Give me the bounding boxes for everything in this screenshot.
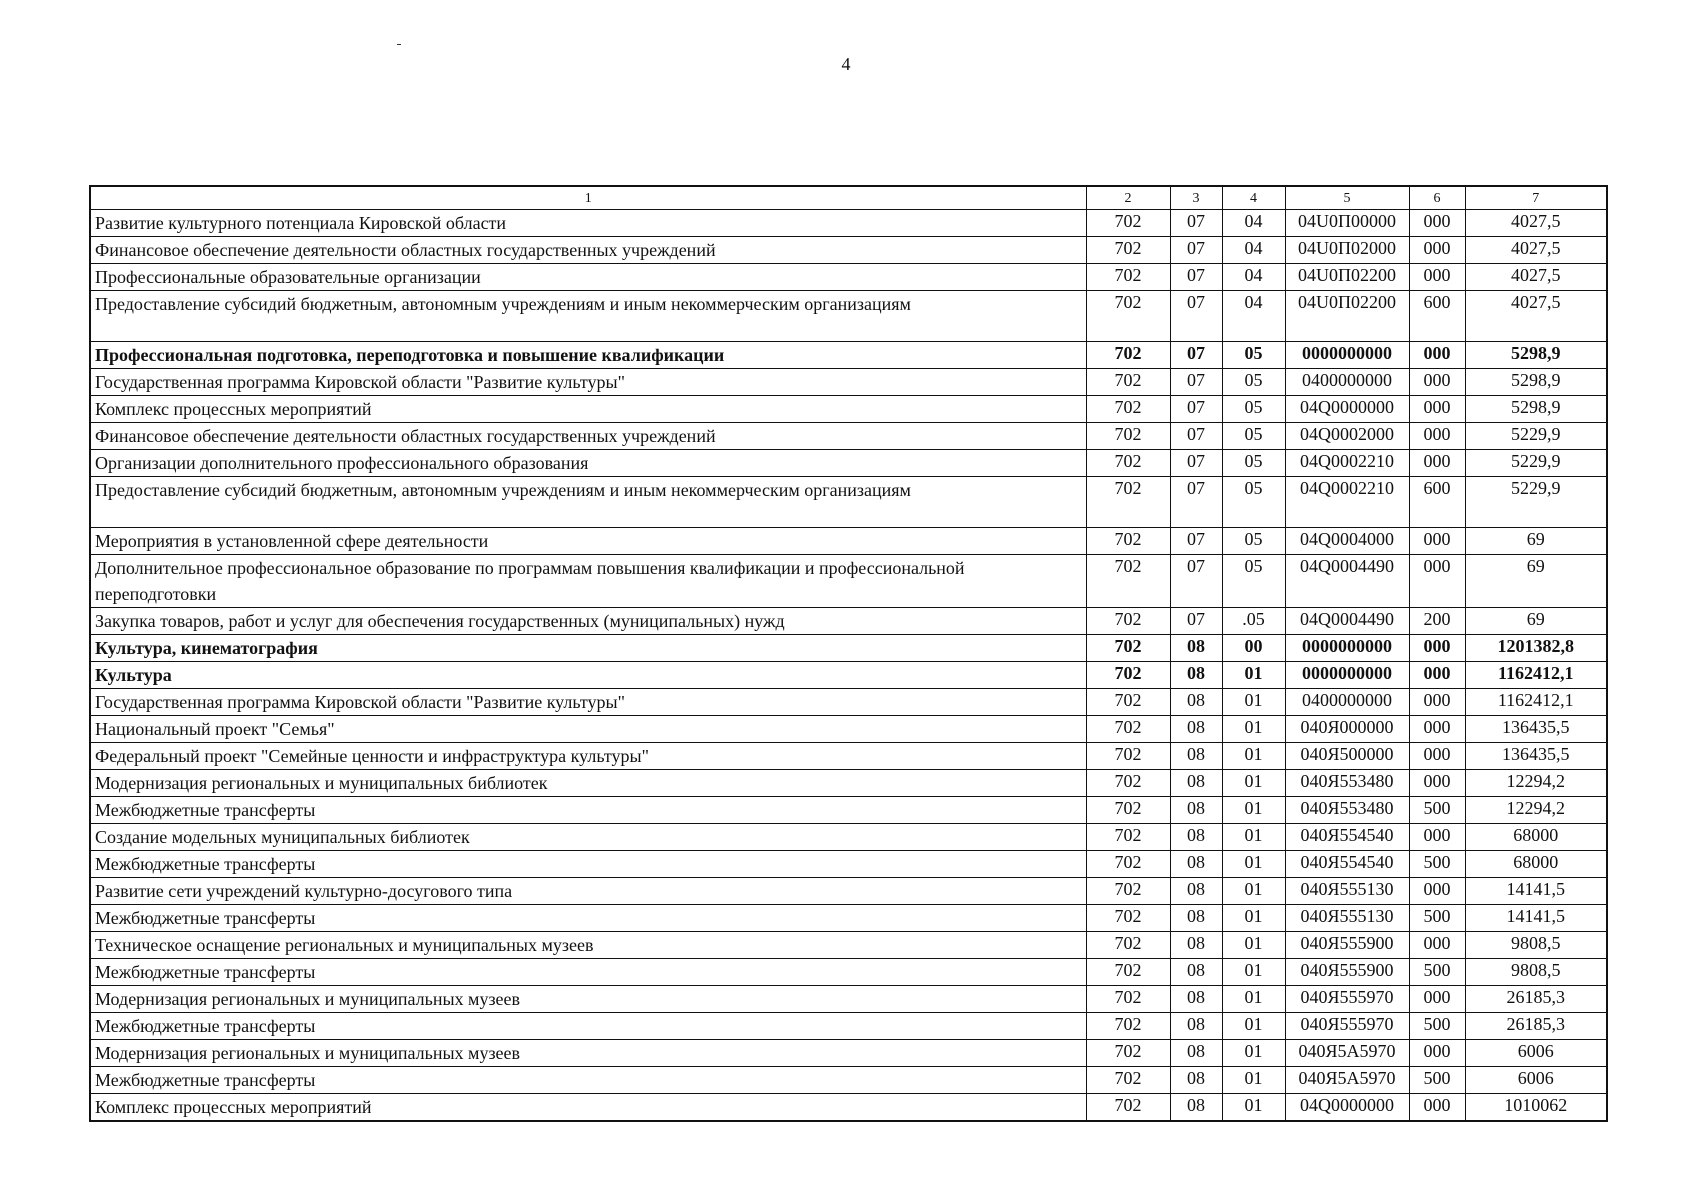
row-col3-cell: 08 [1170, 689, 1222, 716]
row-code-cell: 040Я555970 [1285, 1013, 1409, 1040]
row-col3-cell: 07 [1170, 477, 1222, 528]
row-col4-cell: 01 [1222, 824, 1285, 851]
row-col6-cell: 000 [1409, 342, 1465, 369]
table-row [90, 369, 1607, 396]
row-col3-cell: 08 [1170, 743, 1222, 770]
row-name-cell: Межбюджетные трансферты [90, 797, 1086, 824]
row-name-cell: Организации дополнительного профессионального образования [90, 450, 1086, 477]
row-code-cell: 040Я555130 [1285, 878, 1409, 905]
row-name-cell: Модернизация региональных и муниципальных библиотек [90, 770, 1086, 797]
row-col2-cell: 702 [1086, 477, 1170, 528]
column-header: 1 [90, 186, 1086, 210]
row-col3-cell: 08 [1170, 932, 1222, 959]
table-row [90, 689, 1607, 716]
row-amount-cell: 4027,5 [1465, 237, 1607, 264]
row-code-cell: 040Я553480 [1285, 770, 1409, 797]
table-row [90, 528, 1607, 555]
table-header-row [90, 186, 1607, 210]
row-code-cell: 040Я5А5970 [1285, 1067, 1409, 1094]
row-amount-cell: 26185,3 [1465, 1013, 1607, 1040]
row-col2-cell: 702 [1086, 396, 1170, 423]
row-amount-cell: 136435,5 [1465, 743, 1607, 770]
row-code-cell: 0000000000 [1285, 635, 1409, 662]
row-name-cell: Национальный проект "Семья" [90, 716, 1086, 743]
row-code-cell: 040Я500000 [1285, 743, 1409, 770]
row-code-cell: 0400000000 [1285, 369, 1409, 396]
row-name-cell: Мероприятия в установленной сфере деятельности [90, 528, 1086, 555]
row-code-cell: 040Я000000 [1285, 716, 1409, 743]
table-row [90, 851, 1607, 878]
row-name-cell: Межбюджетные трансферты [90, 851, 1086, 878]
row-col6-cell: 000 [1409, 716, 1465, 743]
row-col2-cell: 702 [1086, 878, 1170, 905]
table-row [90, 824, 1607, 851]
row-amount-cell: 5298,9 [1465, 396, 1607, 423]
row-col3-cell: 07 [1170, 264, 1222, 291]
row-col4-cell: .05 [1222, 608, 1285, 635]
table-row [90, 396, 1607, 423]
row-col3-cell: 08 [1170, 635, 1222, 662]
row-col2-cell: 702 [1086, 555, 1170, 608]
row-col6-cell: 200 [1409, 608, 1465, 635]
row-col2-cell: 702 [1086, 423, 1170, 450]
row-code-cell: 04Q0004490 [1285, 608, 1409, 635]
row-col4-cell: 01 [1222, 959, 1285, 986]
row-col4-cell: 05 [1222, 450, 1285, 477]
row-name-cell: Техническое оснащение региональных и муниципальных музеев [90, 932, 1086, 959]
row-col4-cell: 01 [1222, 1013, 1285, 1040]
row-col6-cell: 000 [1409, 450, 1465, 477]
table-row [90, 291, 1607, 342]
row-col4-cell: 01 [1222, 932, 1285, 959]
row-amount-cell: 14141,5 [1465, 905, 1607, 932]
row-amount-cell: 6006 [1465, 1067, 1607, 1094]
table-row [90, 264, 1607, 291]
table-row [90, 477, 1607, 528]
row-col2-cell: 702 [1086, 797, 1170, 824]
row-name-cell: Развитие культурного потенциала Кировской области [90, 210, 1086, 237]
row-col6-cell: 600 [1409, 291, 1465, 342]
row-col6-cell: 000 [1409, 743, 1465, 770]
row-amount-cell: 69 [1465, 528, 1607, 555]
table-row [90, 1040, 1607, 1067]
row-col6-cell: 500 [1409, 905, 1465, 932]
row-col6-cell: 000 [1409, 824, 1465, 851]
row-col6-cell: 500 [1409, 851, 1465, 878]
budget-table [89, 185, 1608, 1122]
row-col3-cell: 07 [1170, 237, 1222, 264]
row-col3-cell: 07 [1170, 450, 1222, 477]
row-col6-cell: 500 [1409, 959, 1465, 986]
row-col2-cell: 702 [1086, 851, 1170, 878]
row-name-cell: Комплекс процессных мероприятий [90, 1094, 1086, 1122]
page-number: 4 [841, 54, 851, 74]
row-col4-cell: 05 [1222, 396, 1285, 423]
row-amount-cell: 69 [1465, 555, 1607, 608]
row-amount-cell: 9808,5 [1465, 932, 1607, 959]
row-name-cell: Финансовое обеспечение деятельности областных государственных учреждений [90, 237, 1086, 264]
table-row [90, 237, 1607, 264]
table-row [90, 423, 1607, 450]
column-header: 2 [1086, 186, 1170, 210]
row-col6-cell: 000 [1409, 396, 1465, 423]
row-name-cell: Предоставление субсидий бюджетным, автономным учреждениям и иным некоммерческим организациям [90, 477, 1086, 528]
row-amount-cell: 1201382,8 [1465, 635, 1607, 662]
row-name-cell: Финансовое обеспечение деятельности областных государственных учреждений [90, 423, 1086, 450]
row-amount-cell: 26185,3 [1465, 986, 1607, 1013]
row-col4-cell: 05 [1222, 342, 1285, 369]
row-name-cell: Федеральный проект "Семейные ценности и инфраструктура культуры" [90, 743, 1086, 770]
row-col4-cell: 05 [1222, 423, 1285, 450]
row-col2-cell: 702 [1086, 1094, 1170, 1122]
row-col2-cell: 702 [1086, 635, 1170, 662]
row-amount-cell: 4027,5 [1465, 264, 1607, 291]
row-col3-cell: 08 [1170, 1013, 1222, 1040]
row-col4-cell: 01 [1222, 716, 1285, 743]
row-col6-cell: 500 [1409, 1067, 1465, 1094]
row-col4-cell: 05 [1222, 555, 1285, 608]
row-col6-cell: 000 [1409, 662, 1465, 689]
row-amount-cell: 14141,5 [1465, 878, 1607, 905]
row-col6-cell: 000 [1409, 986, 1465, 1013]
row-code-cell: 040Я555900 [1285, 959, 1409, 986]
row-col3-cell: 08 [1170, 797, 1222, 824]
table-row [90, 1013, 1607, 1040]
row-col6-cell: 000 [1409, 878, 1465, 905]
row-name-cell: Модернизация региональных и муниципальных музеев [90, 986, 1086, 1013]
row-name-cell: Профессиональные образовательные организации [90, 264, 1086, 291]
row-amount-cell: 69 [1465, 608, 1607, 635]
table-body [90, 186, 1607, 1121]
table-row [90, 716, 1607, 743]
row-col6-cell: 000 [1409, 237, 1465, 264]
row-amount-cell: 68000 [1465, 824, 1607, 851]
row-name-cell: Межбюджетные трансферты [90, 1013, 1086, 1040]
row-code-cell: 04Q0004000 [1285, 528, 1409, 555]
row-col2-cell: 702 [1086, 662, 1170, 689]
row-name-cell: Культура, кинематография [90, 635, 1086, 662]
table-row [90, 210, 1607, 237]
row-col2-cell: 702 [1086, 528, 1170, 555]
row-col4-cell: 01 [1222, 1094, 1285, 1122]
row-name-cell: Закупка товаров, работ и услуг для обеспечения государственных (муниципальных) нужд [90, 608, 1086, 635]
row-code-cell: 040Я554540 [1285, 851, 1409, 878]
row-col3-cell: 07 [1170, 555, 1222, 608]
table-row [90, 1067, 1607, 1094]
row-col2-cell: 702 [1086, 1040, 1170, 1067]
row-col6-cell: 000 [1409, 264, 1465, 291]
table-row [90, 555, 1607, 608]
row-col4-cell: 01 [1222, 1067, 1285, 1094]
row-col6-cell: 000 [1409, 689, 1465, 716]
row-col4-cell: 04 [1222, 291, 1285, 342]
row-amount-cell: 12294,2 [1465, 770, 1607, 797]
row-col2-cell: 702 [1086, 959, 1170, 986]
row-col3-cell: 08 [1170, 824, 1222, 851]
row-col6-cell: 000 [1409, 528, 1465, 555]
row-col3-cell: 08 [1170, 770, 1222, 797]
row-col3-cell: 08 [1170, 716, 1222, 743]
row-col2-cell: 702 [1086, 824, 1170, 851]
row-code-cell: 04U0П02200 [1285, 264, 1409, 291]
row-col6-cell: 000 [1409, 555, 1465, 608]
table-row [90, 450, 1607, 477]
row-amount-cell: 4027,5 [1465, 291, 1607, 342]
row-code-cell: 04Q0002210 [1285, 477, 1409, 528]
table-row [90, 635, 1607, 662]
row-col3-cell: 07 [1170, 369, 1222, 396]
row-amount-cell: 5229,9 [1465, 477, 1607, 528]
row-col4-cell: 01 [1222, 905, 1285, 932]
row-col4-cell: 01 [1222, 1040, 1285, 1067]
row-amount-cell: 4027,5 [1465, 210, 1607, 237]
row-code-cell: 040Я555900 [1285, 932, 1409, 959]
row-amount-cell: 6006 [1465, 1040, 1607, 1067]
row-col2-cell: 702 [1086, 369, 1170, 396]
row-col3-cell: 07 [1170, 396, 1222, 423]
column-header: 5 [1285, 186, 1409, 210]
column-header: 4 [1222, 186, 1285, 210]
table-row [90, 878, 1607, 905]
table-row [90, 959, 1607, 986]
row-col4-cell: 01 [1222, 689, 1285, 716]
row-col4-cell: 04 [1222, 210, 1285, 237]
row-code-cell: 04Q0000000 [1285, 1094, 1409, 1122]
table-row [90, 342, 1607, 369]
row-col3-cell: 07 [1170, 423, 1222, 450]
row-code-cell: 0400000000 [1285, 689, 1409, 716]
row-amount-cell: 5229,9 [1465, 423, 1607, 450]
row-col2-cell: 702 [1086, 450, 1170, 477]
row-col2-cell: 702 [1086, 237, 1170, 264]
row-name-cell: Государственная программа Кировской области "Развитие культуры" [90, 689, 1086, 716]
column-header: 7 [1465, 186, 1607, 210]
row-amount-cell: 5298,9 [1465, 369, 1607, 396]
row-name-cell: Дополнительное профессиональное образование по программам повышения квалификации и профессиональной переподготовки [90, 555, 1086, 608]
row-code-cell: 04Q0002000 [1285, 423, 1409, 450]
row-name-cell: Модернизация региональных и муниципальных музеев [90, 1040, 1086, 1067]
row-col6-cell: 000 [1409, 635, 1465, 662]
table-row [90, 662, 1607, 689]
row-col2-cell: 702 [1086, 264, 1170, 291]
row-col3-cell: 08 [1170, 1094, 1222, 1122]
row-col2-cell: 702 [1086, 291, 1170, 342]
row-col3-cell: 07 [1170, 210, 1222, 237]
row-amount-cell: 1010062 [1465, 1094, 1607, 1122]
row-col4-cell: 01 [1222, 878, 1285, 905]
row-col2-cell: 702 [1086, 986, 1170, 1013]
row-name-cell: Межбюджетные трансферты [90, 1067, 1086, 1094]
row-amount-cell: 136435,5 [1465, 716, 1607, 743]
row-col3-cell: 07 [1170, 608, 1222, 635]
row-code-cell: 04U0П02200 [1285, 291, 1409, 342]
row-code-cell: 0000000000 [1285, 342, 1409, 369]
row-col3-cell: 08 [1170, 662, 1222, 689]
row-col2-cell: 702 [1086, 1067, 1170, 1094]
row-col3-cell: 08 [1170, 959, 1222, 986]
row-col6-cell: 500 [1409, 1013, 1465, 1040]
row-col4-cell: 00 [1222, 635, 1285, 662]
row-col3-cell: 08 [1170, 1067, 1222, 1094]
row-code-cell: 04U0П00000 [1285, 210, 1409, 237]
row-amount-cell: 12294,2 [1465, 797, 1607, 824]
row-name-cell: Культура [90, 662, 1086, 689]
row-amount-cell: 5229,9 [1465, 450, 1607, 477]
table-row [90, 905, 1607, 932]
row-col2-cell: 702 [1086, 932, 1170, 959]
row-col6-cell: 600 [1409, 477, 1465, 528]
row-code-cell: 04Q0000000 [1285, 396, 1409, 423]
row-col4-cell: 01 [1222, 851, 1285, 878]
row-code-cell: 040Я555130 [1285, 905, 1409, 932]
row-amount-cell: 1162412,1 [1465, 689, 1607, 716]
row-name-cell: Межбюджетные трансферты [90, 905, 1086, 932]
row-col4-cell: 04 [1222, 237, 1285, 264]
row-col2-cell: 702 [1086, 743, 1170, 770]
row-col4-cell: 01 [1222, 770, 1285, 797]
row-col2-cell: 702 [1086, 770, 1170, 797]
row-col2-cell: 702 [1086, 689, 1170, 716]
table-row [90, 797, 1607, 824]
row-col3-cell: 08 [1170, 1040, 1222, 1067]
row-col3-cell: 08 [1170, 905, 1222, 932]
row-amount-cell: 5298,9 [1465, 342, 1607, 369]
row-col6-cell: 000 [1409, 369, 1465, 396]
table-row [90, 932, 1607, 959]
row-name-cell: Создание модельных муниципальных библиотек [90, 824, 1086, 851]
table-row [90, 770, 1607, 797]
row-col4-cell: 05 [1222, 477, 1285, 528]
row-col2-cell: 702 [1086, 342, 1170, 369]
table-row [90, 743, 1607, 770]
row-col2-cell: 702 [1086, 608, 1170, 635]
row-col4-cell: 01 [1222, 986, 1285, 1013]
column-header: 3 [1170, 186, 1222, 210]
scan-mark [397, 44, 401, 45]
row-col6-cell: 500 [1409, 797, 1465, 824]
row-col3-cell: 07 [1170, 291, 1222, 342]
row-code-cell: 04Q0004490 [1285, 555, 1409, 608]
row-name-cell: Профессиональная подготовка, переподготовка и повышение квалификации [90, 342, 1086, 369]
row-col6-cell: 000 [1409, 1040, 1465, 1067]
row-name-cell: Предоставление субсидий бюджетным, автономным учреждениям и иным некоммерческим организациям [90, 291, 1086, 342]
row-col6-cell: 000 [1409, 423, 1465, 450]
row-amount-cell: 9808,5 [1465, 959, 1607, 986]
row-col6-cell: 000 [1409, 1094, 1465, 1122]
table-row [90, 986, 1607, 1013]
row-amount-cell: 1162412,1 [1465, 662, 1607, 689]
column-header: 6 [1409, 186, 1465, 210]
row-code-cell: 040Я554540 [1285, 824, 1409, 851]
table-row [90, 608, 1607, 635]
row-col4-cell: 04 [1222, 264, 1285, 291]
row-col6-cell: 000 [1409, 770, 1465, 797]
table-row [90, 1094, 1607, 1122]
row-col2-cell: 702 [1086, 905, 1170, 932]
row-code-cell: 040Я553480 [1285, 797, 1409, 824]
row-col3-cell: 08 [1170, 878, 1222, 905]
row-col4-cell: 01 [1222, 662, 1285, 689]
row-col3-cell: 07 [1170, 528, 1222, 555]
row-col4-cell: 05 [1222, 528, 1285, 555]
row-col2-cell: 702 [1086, 210, 1170, 237]
row-col2-cell: 702 [1086, 1013, 1170, 1040]
row-col3-cell: 07 [1170, 342, 1222, 369]
row-col3-cell: 08 [1170, 851, 1222, 878]
row-code-cell: 04U0П02000 [1285, 237, 1409, 264]
row-code-cell: 040Я555970 [1285, 986, 1409, 1013]
row-col2-cell: 702 [1086, 716, 1170, 743]
row-code-cell: 04Q0002210 [1285, 450, 1409, 477]
row-col6-cell: 000 [1409, 210, 1465, 237]
row-col6-cell: 000 [1409, 932, 1465, 959]
row-name-cell: Государственная программа Кировской области "Развитие культуры" [90, 369, 1086, 396]
row-code-cell: 0000000000 [1285, 662, 1409, 689]
row-col4-cell: 01 [1222, 743, 1285, 770]
row-col4-cell: 05 [1222, 369, 1285, 396]
row-name-cell: Комплекс процессных мероприятий [90, 396, 1086, 423]
row-code-cell: 040Я5А5970 [1285, 1040, 1409, 1067]
row-amount-cell: 68000 [1465, 851, 1607, 878]
row-name-cell: Межбюджетные трансферты [90, 959, 1086, 986]
row-col3-cell: 08 [1170, 986, 1222, 1013]
row-col4-cell: 01 [1222, 797, 1285, 824]
row-name-cell: Развитие сети учреждений культурно-досугового типа [90, 878, 1086, 905]
